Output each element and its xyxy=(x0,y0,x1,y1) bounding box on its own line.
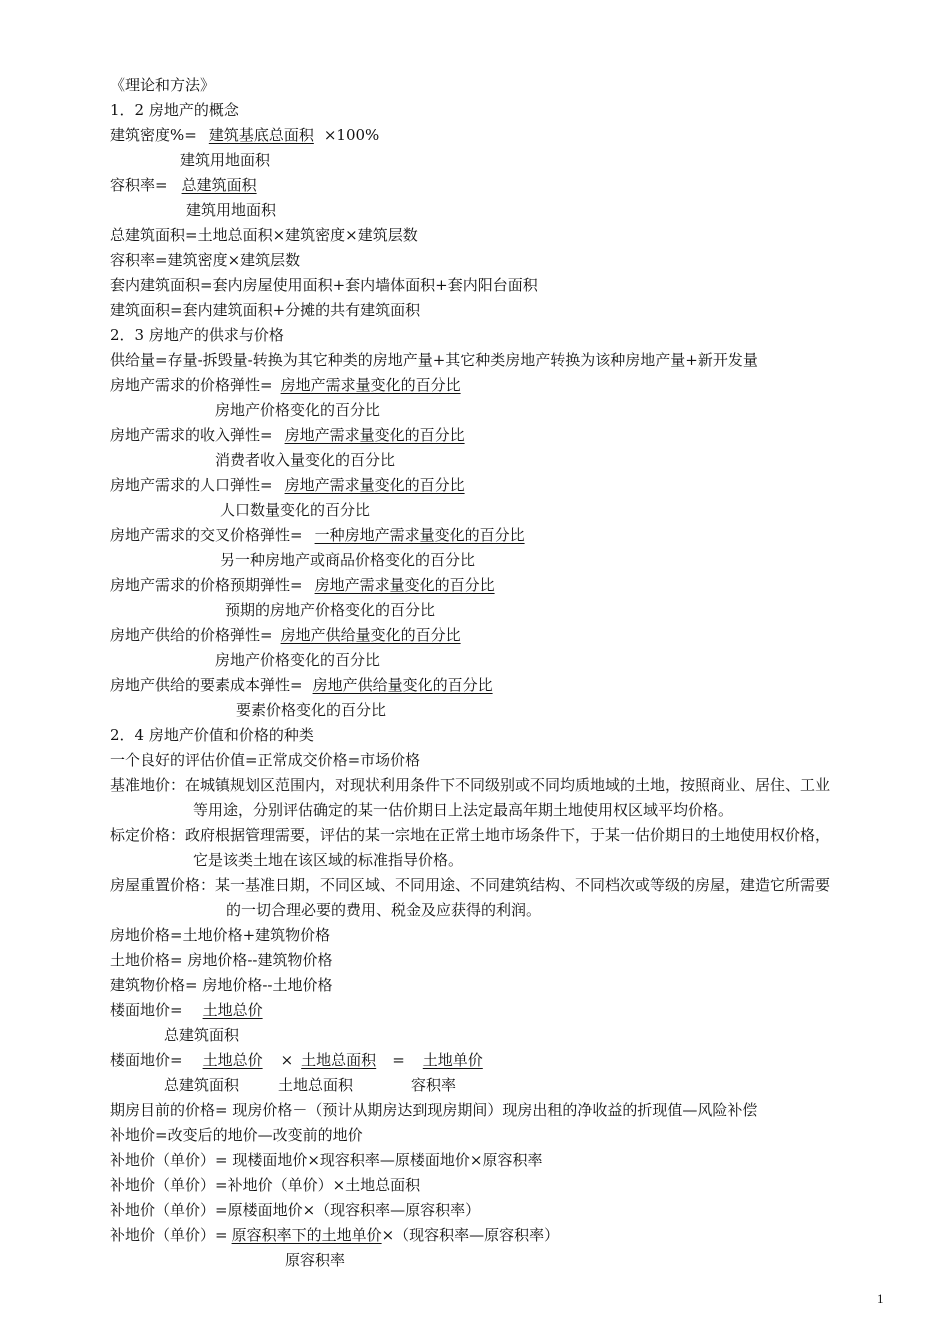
formula-line: 总建筑面积=土地总面积×建筑密度×建筑层数 xyxy=(110,226,418,244)
formula-line: 一个良好的评估价值=正常成交价格=市场价格 xyxy=(110,751,421,769)
formula-line: 期房目前的价格= 现房价格－（预计从期房达到现房期间）现房出租的净收益的折现值—风险补偿 xyxy=(110,1101,758,1119)
formula-operator: × xyxy=(280,1051,294,1069)
formula-denominator: 另一种房地产或商品价格变化的百分比 xyxy=(220,551,476,569)
definition-continuation: 等用途，分别评估确定的某一估价期日上法定最高年期土地使用权区域平均价格。 xyxy=(193,801,734,819)
formula-numerator: 总建筑面积 xyxy=(181,176,257,194)
formula-label: 房地产需求的价格弹性= xyxy=(110,376,273,394)
formula-label: 房地产供给的价格弹性= xyxy=(110,626,273,644)
formula-far xyxy=(110,174,271,196)
formula-denominator: 要素价格变化的百分比 xyxy=(236,701,387,719)
formula-numerator: 一种房地产需求量变化的百分比 xyxy=(314,526,525,544)
definition-continuation: 它是该类土地在该区域的标准指导价格。 xyxy=(193,851,464,869)
formula-numerator: 原容积率下的土地单价 xyxy=(231,1226,382,1244)
formula-numerator: 房地产需求量变化的百分比 xyxy=(284,426,465,444)
formula-line: 建筑物价格= 房地价格--土地价格 xyxy=(110,976,333,994)
formula-label: 房地产需求的价格预期弹性= xyxy=(110,576,303,594)
formula-denominator: 预期的房地产价格变化的百分比 xyxy=(225,601,436,619)
formula-numerator: 土地总面积 xyxy=(301,1051,377,1069)
section-heading: 2．3 房地产的供求与价格 xyxy=(110,326,284,344)
formula-denominator: 容积率 xyxy=(411,1076,457,1094)
formula-denominator: 土地总面积 xyxy=(278,1076,354,1094)
formula-denominator: 人口数量变化的百分比 xyxy=(220,501,371,519)
formula-denominator: 原容积率 xyxy=(285,1251,346,1269)
formula-numerator: 土地总价 xyxy=(202,1051,263,1069)
formula-denominator: 建筑用地面积 xyxy=(186,201,277,219)
formula-line: 套内建筑面积=套内房屋使用面积+套内墙体面积+套内阳台面积 xyxy=(110,276,538,294)
formula-elasticity xyxy=(110,424,475,446)
formula-numerator: 土地单价 xyxy=(422,1051,483,1069)
formula-label: 建筑密度%= xyxy=(110,126,197,144)
formula-line: 补地价（单价）=补地价（单价）×土地总面积 xyxy=(110,1176,421,1194)
formula-label: 房地产需求的人口弹性= xyxy=(110,476,273,494)
formula-supplementary-price xyxy=(110,1224,559,1246)
formula-elasticity xyxy=(110,574,507,596)
formula-label: 房地产供给的要素成本弹性= xyxy=(110,676,303,694)
formula-line: 容积率=建筑密度×建筑层数 xyxy=(110,251,301,269)
formula-building-density xyxy=(110,124,379,146)
formula-elasticity xyxy=(110,374,469,396)
formula-label: 楼面地价= xyxy=(110,1001,183,1019)
formula-denominator: 总建筑面积 xyxy=(164,1076,240,1094)
formula-numerator: 房地产需求量变化的百分比 xyxy=(314,576,495,594)
formula-label: 房地产需求的收入弹性= xyxy=(110,426,273,444)
definition-base-price: 基准地价：在城镇规划区范围内，对现状利用条件下不同级别或不同均质地域的土地，按照商业、居住、工业 xyxy=(110,776,831,794)
formula-label: 补地价（单价）= xyxy=(110,1226,228,1244)
section-heading: 2．4 房地产价值和价格的种类 xyxy=(110,726,314,744)
formula-label: 房地产需求的交叉价格弹性= xyxy=(110,526,303,544)
formula-label: 容积率= xyxy=(110,176,168,194)
formula-elasticity xyxy=(110,624,469,646)
formula-elasticity xyxy=(110,674,501,696)
definition-standard-price: 标定价格：政府根据管理需要，评估的某一宗地在正常土地市场条件下，于某一估价期日的土地使用权价格， xyxy=(110,826,831,844)
formula-label: 楼面地价= xyxy=(110,1051,183,1069)
formula-numerator: 土地总价 xyxy=(202,1001,263,1019)
formula-numerator: 房地产需求量变化的百分比 xyxy=(284,476,465,494)
formula-denominator: 房地产价格变化的百分比 xyxy=(215,651,381,669)
formula-line: 补地价（单价）= 现楼面地价×现容积率—原楼面地价×原容积率 xyxy=(110,1151,543,1169)
formula-line: 房地价格=土地价格+建筑物价格 xyxy=(110,926,331,944)
formula-operator: = xyxy=(392,1051,405,1069)
formula-line: 土地价格= 房地价格--建筑物价格 xyxy=(110,951,333,969)
formula-denominator: 建筑用地面积 xyxy=(180,151,271,169)
definition-rebuild-price: 房屋重置价格：某一基准日期，不同区域、不同用途、不同建筑结构、不同档次或等级的房屋，建造它所需要 xyxy=(110,876,831,894)
definition-continuation: 的一切合理必要的费用、税金及应获得的利润。 xyxy=(226,901,542,919)
formula-elasticity xyxy=(110,474,475,496)
formula-denominator: 总建筑面积 xyxy=(164,1026,240,1044)
section-heading: 1．2 房地产的概念 xyxy=(110,101,239,119)
formula-line: 补地价=改变后的地价—改变前的地价 xyxy=(110,1126,363,1144)
formula-numerator: 房地产供给量变化的百分比 xyxy=(312,676,493,694)
formula-floor-price xyxy=(110,999,275,1021)
formula-floor-price-expanded xyxy=(110,1049,495,1071)
formula-denominator: 消费者收入量变化的百分比 xyxy=(215,451,396,469)
formula-numerator: 房地产需求量变化的百分比 xyxy=(280,376,461,394)
page-number: 1 xyxy=(877,1291,884,1306)
formula-numerator: 建筑基底总面积 xyxy=(208,126,314,144)
doc-title: 《理论和方法》 xyxy=(110,76,216,94)
formula-suffix: ×（现容积率—原容积率） xyxy=(381,1226,560,1244)
formula-suffix: ×100% xyxy=(323,126,380,144)
formula-denominator: 房地产价格变化的百分比 xyxy=(215,401,381,419)
formula-numerator: 房地产供给量变化的百分比 xyxy=(280,626,461,644)
formula-line: 补地价（单价）=原楼面地价×（现容积率—原容积率） xyxy=(110,1201,481,1219)
formula-line: 供给量=存量-拆毁量-转换为其它种类的房地产量+其它种类房地产转换为该种房地产量+新开发量 xyxy=(110,351,758,369)
formula-line: 建筑面积=套内建筑面积+分摊的共有建筑面积 xyxy=(110,301,421,319)
formula-elasticity xyxy=(110,524,535,546)
